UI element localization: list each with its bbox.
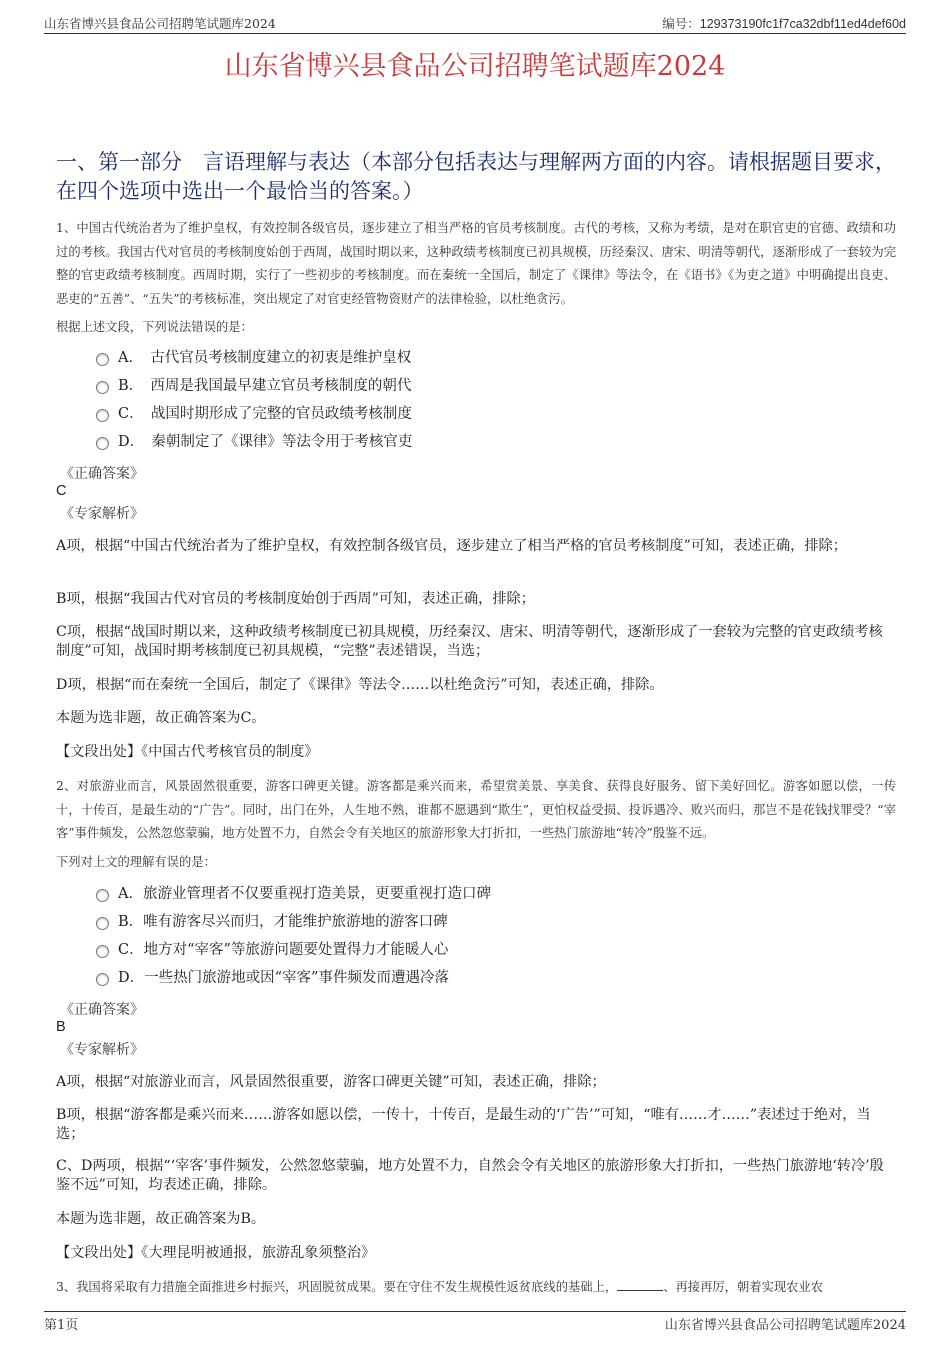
header-code-value: 129373190fc1f7ca32dbf11ed4def60d	[699, 17, 906, 31]
radio-button[interactable]	[96, 973, 109, 986]
radio-button[interactable]	[96, 945, 109, 958]
question-1-passage: 1、中国古代统治者为了维护皇权，有效控制各级官员，逐步建立了相当严格的官员考核制度。古代的考核，又称为考绩，是对在职官吏的官德、政绩和功过的考核。我国古代对官员的考核制度始创于西周，战国时期以来，这种政绩考核制度已初具规模，历经秦汉、唐宋、明清等朝代，逐渐形成了一套较为完整的官吏政绩考核制度。西周时期，实行了一些初步的考核制度。而在秦统一全国后，制定了《课律》等法令，在《语书》《为吏之道》中明确提出良吏、恶吏的“五善”、“五失”的考核标准，突出规定了对官吏经管物资财产的法律检验，以杜绝贪污。	[56, 221, 896, 307]
page-number: 第1页	[44, 1318, 79, 1333]
question-1-options	[96, 345, 876, 457]
header-code-label: 编号：	[662, 16, 700, 31]
page-header	[44, 14, 906, 34]
question-1-analysis-c: C项，根据“战国时期以来，这种政绩考核制度已初具规模，历经秦汉、唐宋、明清等朝代，逐渐形成了一套较为完整的官吏政绩考核制度”可知，战国时期考核制度已初具规模，“完整”表述错误，当选；	[56, 624, 883, 659]
question-1-source: 【文段出处】《中国古代考核官员的制度》	[56, 744, 319, 760]
question-2-option-c[interactable]: C．地方对“宰客”等旅游问题要处置得力才能暖人心	[96, 937, 876, 965]
question-2-conclusion: 本题为选非题，故正确答案为B。	[56, 1211, 266, 1227]
question-1-analysis-label: 《专家解析》	[60, 506, 144, 522]
question-2-option-d[interactable]: D．一些热门旅游地或因“宰客”事件频发而遭遇冷落	[96, 965, 876, 993]
header-doc-title: 山东省博兴县食品公司招聘笔试题库2024	[44, 16, 276, 31]
question-1-answer-label: 《正确答案》	[60, 466, 144, 482]
question-1-analysis-d: D项，根据“而在秦统一全国后，制定了《课律》等法令……以杜绝贪污”可知，表述正确，排除。	[56, 677, 664, 693]
document-title: 山东省博兴县食品公司招聘笔试题库2024	[224, 51, 726, 82]
footer-doc-title: 山东省博兴县食品公司招聘笔试题库2024	[664, 1318, 906, 1333]
page-footer	[44, 1311, 906, 1333]
radio-button[interactable]	[96, 437, 109, 450]
question-2-option-a[interactable]: A．旅游业管理者不仅要重视打造美景，更要重视打造口碑	[96, 881, 876, 909]
question-2-analysis-b: B项，根据“游客都是乘兴而来……游客如愿以偿，一传十，十传百，是最生动的‘广告’”可知，“唯有……才……”表述过于绝对，当选；	[56, 1107, 871, 1142]
radio-button[interactable]	[96, 917, 109, 930]
radio-button[interactable]	[96, 889, 109, 902]
fill-in-blank[interactable]	[617, 1281, 663, 1291]
radio-button[interactable]	[96, 409, 109, 422]
question-2-passage: 2、对旅游业而言，风景固然很重要，游客口碑更关键。游客都是乘兴而来，希望赏美景、享美食、获得良好服务、留下美好回忆。游客如愿以偿，一传十，十传百，是最生动的“广告”。同时，出门在外，人生地不熟，谁都不愿遇到“欺生”，更怕权益受损、投诉遇冷、败兴而归，那岂不是花钱找罪受？“宰客”事件频发，公然忽悠蒙骗，地方处置不力，自然会令有关地区的旅游形象大打折扣，一些热门旅游地“转冷”殷鉴不远。	[56, 779, 896, 841]
radio-button[interactable]	[96, 353, 109, 366]
question-2-analysis-cd: C、D两项，根据“‘宰客’事件频发，公然忽悠蒙骗，地方处置不力，自然会令有关地区的旅游形象大打折扣，一些热门旅游地‘转冷’殷鉴不远”可知，均表述正确，排除。	[56, 1158, 884, 1193]
question-1-option-d[interactable]: D． 秦朝制定了《课律》等法令用于考核官吏	[96, 429, 876, 457]
question-2-option-b[interactable]: B．唯有游客尽兴而归，才能维护旅游地的游客口碑	[96, 909, 876, 937]
question-2-source: 【文段出处】《大理昆明被通报，旅游乱象须整治》	[56, 1245, 376, 1261]
question-1-analysis-a: A项，根据“中国古代统治者为了维护皇权，有效控制各级官员，逐步建立了相当严格的官员考核制度”可知，表述正确，排除；	[56, 538, 847, 554]
question-1-answer: C	[56, 483, 67, 499]
question-2-options	[96, 881, 876, 993]
question-2-prompt: 下列对上文的理解有误的是：	[56, 855, 216, 869]
question-1-analysis-b: B项，根据“我国古代对官员的考核制度始创于西周”可知，表述正确，排除；	[56, 591, 535, 607]
question-1-option-a[interactable]: A． 古代官员考核制度建立的初衷是维护皇权	[96, 345, 876, 373]
question-3-passage: 3、我国将采取有力措施全面推进乡村振兴，巩固脱贫成果。要在守住不发生规模性返贫底线的基础上， 、再接再厉，朝着实现农业农	[56, 1280, 824, 1294]
question-1-option-c[interactable]: C． 战国时期形成了完整的官员政绩考核制度	[96, 401, 876, 429]
question-1-conclusion: 本题为选非题，故正确答案为C。	[56, 710, 266, 726]
radio-button[interactable]	[96, 381, 109, 394]
header-doc-code	[662, 14, 906, 32]
question-2-analysis-a: A项，根据“对旅游业而言，风景固然很重要，游客口碑更关键”可知，表述正确，排除；	[56, 1074, 606, 1090]
section-heading: 一、第一部分 言语理解与表达（本部分包括表达与理解两方面的内容。请根据题目要求，在四个选项中选出一个最恰当的答案。）	[56, 150, 896, 203]
question-1-option-b[interactable]: B． 西周是我国最早建立官员考核制度的朝代	[96, 373, 876, 401]
question-1-prompt: 根据上述文段，下列说法错误的是：	[56, 320, 253, 334]
question-2-analysis-label: 《专家解析》	[60, 1042, 144, 1058]
question-2-answer-label: 《正确答案》	[60, 1002, 144, 1018]
question-2-answer: B	[56, 1019, 66, 1035]
